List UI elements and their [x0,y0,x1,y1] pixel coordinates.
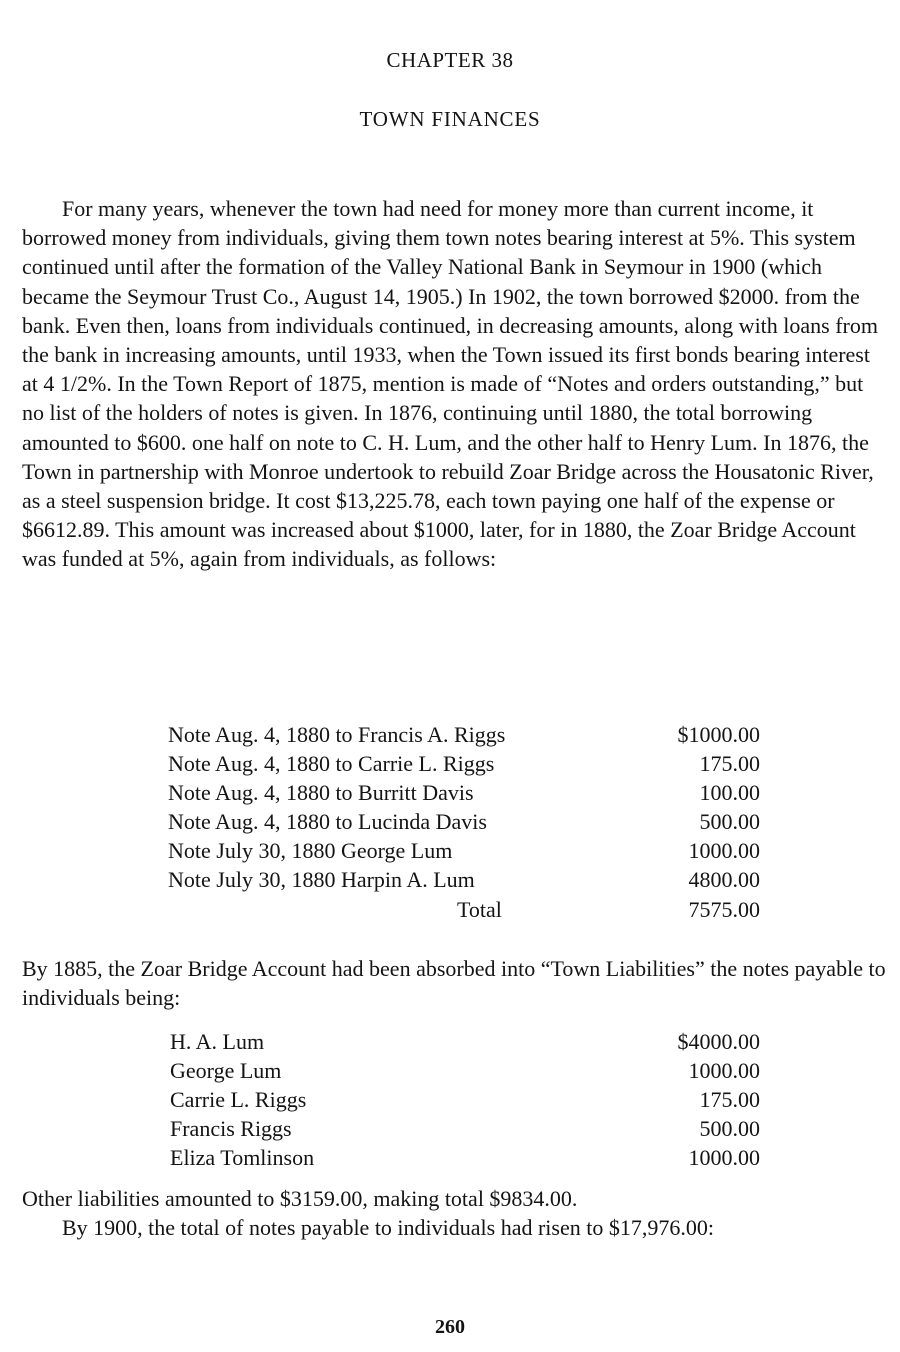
holder-name: H. A. Lum [170,1029,265,1054]
notes-1900-paragraph [22,1213,890,1242]
other-liabilities-paragraph: Other liabilities amounted to $3159.00, making total $9834.00. [22,1186,578,1211]
holder-amount: $4000.00 [677,1029,760,1054]
holder-amount: 500.00 [699,1116,760,1142]
note-amount: 175.00 [699,751,760,777]
holders-1885-list [170,1027,760,1172]
note-amount: 100.00 [699,780,760,806]
holder-name: Eliza Tomlinson [170,1145,315,1171]
holder-amount: 1000.00 [688,1145,760,1171]
note-label: Note Aug. 4, 1880 to Burritt Davis [168,780,474,806]
list-item [168,807,760,836]
holder-amount: 1000.00 [688,1058,760,1084]
note-amount: 4800.00 [688,867,760,893]
notes-1880-list [168,720,760,924]
note-label: Note Aug. 4, 1880 to Carrie L. Riggs [168,751,495,777]
list-item [168,749,760,778]
intro-paragraph-text: For many years, whenever the town had need for money more than current income, it borrowed money from individuals, giving them town notes bearing interest at 5%. This system continued until after the formation of the Valley National Bank in Seymour in 1900 (which became the Seymour Trust Co., August 14, 1905.) In 1902, the town borrowed $2000. from the bank. Even then, loans from individuals continued, in decreasing amounts, along with loans from the bank in increasing amounts, until 1933, when the Town issued its first bonds bearing interest at 4 1/2%. In the Town Report of 1875, mention is made of “Notes and orders outstanding,” but no list of the holders of notes is given. In 1876, continuing until 1880, the total borrowing amounted to $600. one half on note to C. H. Lum, and the other half to Henry Lum. In 1876, the Town in partnership with Monroe undertook to rebuild Zoar Bridge across the Housatonic River, as a steel suspension bridge. It cost $13,225.78, each town paying one half of the expense or $6612.89. This amount was increased about $1000, later, for in 1880, the Zoar Bridge Account was funded at 5%, again from individuals, as follows: [22,196,878,572]
intro-paragraph [22,194,890,574]
chapter-title: TOWN FINANCES [359,107,541,131]
note-label: Note Aug. 4, 1880 to Francis A. Riggs [168,722,506,747]
total-row [168,895,760,924]
list-item [170,1114,760,1143]
list-item [170,1056,760,1085]
chapter-heading: CHAPTER 38 [386,48,514,72]
total-amount: 7575.00 [688,896,760,922]
liabilities-paragraph: By 1885, the Zoar Bridge Account had been absorbed into “Town Liabilities” the notes payable to individuals being: [22,956,886,1011]
list-item [170,1027,760,1056]
list-item [168,778,760,807]
list-item [168,720,760,749]
note-amount: $1000.00 [677,722,760,747]
list-item [170,1085,760,1114]
list-item [170,1143,760,1172]
total-label: Total [457,896,502,922]
holder-amount: 175.00 [699,1087,760,1113]
holder-name: George Lum [170,1058,282,1084]
note-label: Note July 30, 1880 Harpin A. Lum [168,867,475,893]
holder-name: Francis Riggs [170,1116,292,1142]
note-amount: 1000.00 [688,838,760,864]
holder-name: Carrie L. Riggs [170,1087,307,1113]
page-number: 260 [435,1316,465,1338]
list-item [168,836,760,865]
note-label: Note July 30, 1880 George Lum [168,838,453,864]
list-item [168,865,760,894]
note-label: Note Aug. 4, 1880 to Lucinda Davis [168,809,487,835]
notes-1900-text: By 1900, the total of notes payable to individuals had risen to $17,976.00: [62,1215,714,1240]
note-amount: 500.00 [699,809,760,835]
